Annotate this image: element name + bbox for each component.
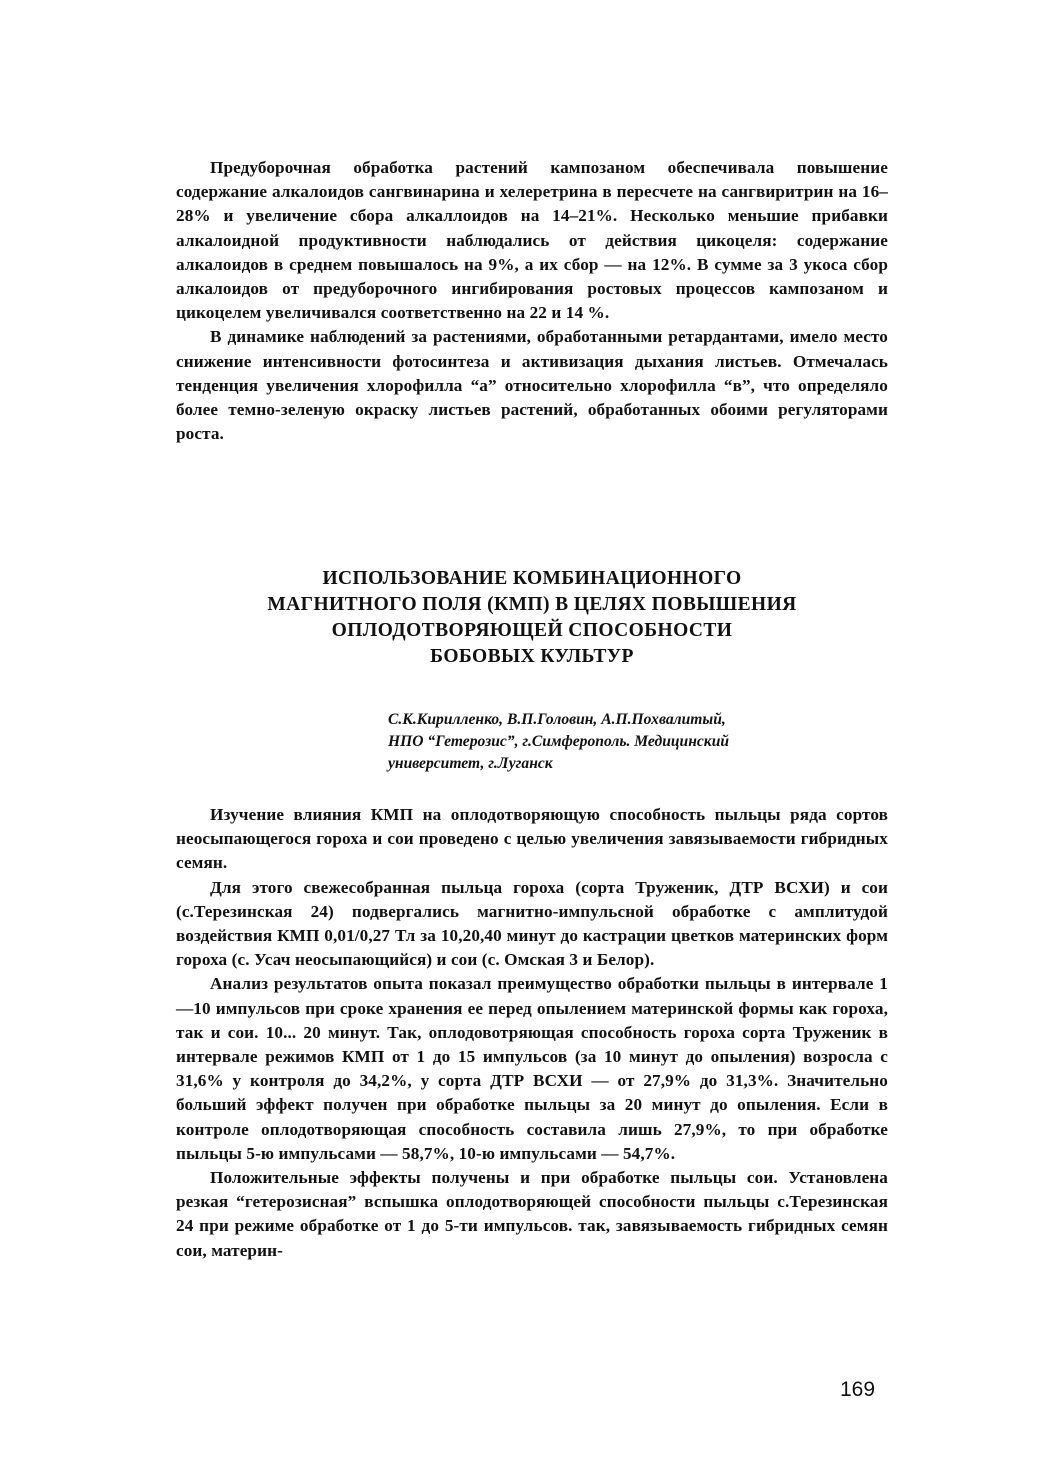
body-paragraph: Анализ результатов опыта показал преимущество обработки пыльцы в интервале 1—10 импульсов при сроке хранения ее перед опылением материнской формы как гороха, так и сои. 10... 20 минут. Так, оплодовотряющая способность гороха сорта Труженик в интервале режимов КМП от 1 до 15 импульсов (за 10 минут до опыления) возросла с 31,6% у контроля до 34,2%, у сорта ДТР ВСХИ — от 27,9% до 31,3%. Значительно больший эффект получен при обработке пыльцы за 20 минут до опыления. Если в контроле оплодотворяющая способность составила лишь 27,9%, то при обработке пыльцы 5-ю импульсами — 58,7%, 10-ю импульсами — 54,7%. <box>176 974 888 1163</box>
article-body <box>176 803 888 1263</box>
intro-paragraph: Предуборочная обработка растений кампозаном обеспечивала повышение содержание алкалоидов сангвинарина и хелеретрина в пересчете на сангвиритрин на 16–28% и увеличение сбора алкаллоидов на 14–21%. Несколько меньшие прибавки алкалоидной продуктивности наблюдались от действия цикоцеля: содержание алкалоидов в среднем повышалось на 9%, а их сбор — на 12%. В сумме за 3 укоса сбор алкалоидов от предуборочного ингибирования ростовых процессов кампозаном и цикоцелем увеличивался соответственно на 22 и 14 %. <box>176 158 888 323</box>
body-paragraph: Для этого свежесобранная пыльца гороха (сорта Труженик, ДТР ВСХИ) и сои (с.Терезинская 24) подвергались магнитно-импульсной обработке с амплитудой воздействия КМП 0,01/0,27 Тл за 10,20,40 минут до кастрации цветков материнских форм гороха (с. Усач неосыпающийся) и сои (с. Омская 3 и Белор). <box>176 877 888 970</box>
intro-paragraph: В динамике наблюдений за растениями, обработанными ретардантами, имело место снижение интенсивности фотосинтеза и активизация дыхания листьев. Отмечалась тенденция увеличения хлорофилла “а” относительно хлорофилла “в”, что определяло более темно-зеленую окраску листьев растений, обработанных обоими регуляторами роста. <box>176 327 888 444</box>
article-title <box>176 566 888 670</box>
title-line: ИСПОЛЬЗОВАНИЕ КОМБИНАЦИОННОГО <box>322 568 742 589</box>
page-number: 169 <box>840 1378 876 1401</box>
author-line: университет, г.Луганск <box>388 755 553 772</box>
title-line: ОПЛОДОТВОРЯЮЩЕЙ СПОСОБНОСТИ <box>331 620 733 641</box>
article-authors <box>388 709 858 775</box>
intro-text-block <box>176 156 888 446</box>
title-line: МАГНИТНОГО ПОЛЯ (КМП) В ЦЕЛЯХ ПОВЫШЕНИЯ <box>267 594 797 615</box>
author-line: НПО “Гетерозис”, г.Симферополь. Медицинский <box>388 733 730 750</box>
body-paragraph: Изучение влияния КМП на оплодотворяющую способность пыльцы ряда сортов неосыпающегося гороха и сои проведено с целью увеличения завязываемости гибридных семян. <box>176 805 888 873</box>
author-line: С.К.Кирилленко, В.П.Головин, А.П.Похвалитый, <box>388 711 726 728</box>
title-line: БОБОВЫХ КУЛЬТУР <box>430 646 634 667</box>
body-paragraph: Положительные эффекты получены и при обработке пыльцы сои. Установлена резкая “гетерозисная” вспышка оплодотворяющей способности пыльцы с.Терезинская 24 при режиме обработке от 1 до 5-ти импульсов. так, завязываемость гибридных семян сои, материн- <box>176 1168 888 1260</box>
